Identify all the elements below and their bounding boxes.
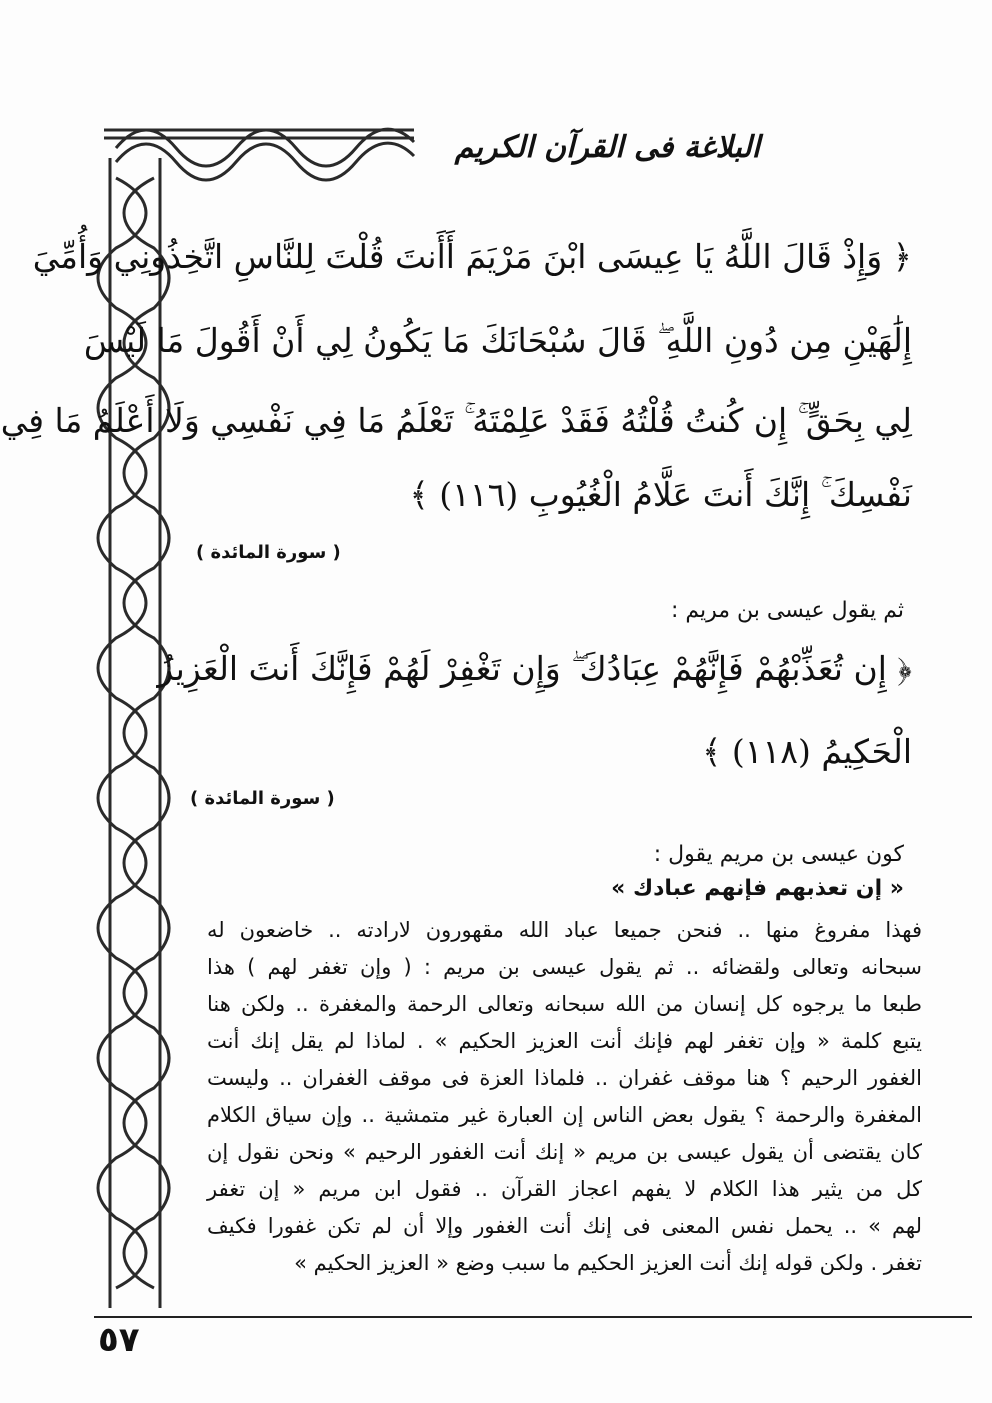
- verse-2-line-1: ﴿ إِن تُعَذِّبْهُمْ فَإِنَّهُمْ عِبَادُكَ ۖ وَإِن تَغْفِرْ لَهُمْ فَإِنَّكَ أَنتَ الْعَزِيزُ: [157, 649, 912, 688]
- paragraph-line: طبعا ما يرجوه كل إنسان من الله سبحانه وتعالى الرحمة والمغفرة .. ولكن هنا: [207, 992, 922, 1016]
- paragraph-line: المغفرة والرحمة ؟ يقول بعض الناس إن العبارة غير متمشية .. وإن سياق الكلام: [207, 1103, 922, 1127]
- running-header: البلاغة فى القرآن الكريم: [454, 130, 760, 165]
- surah-reference-1: ( سورة المائدة ): [196, 542, 341, 563]
- body-quote: « إن تعذبهم فإنهم عبادك »: [611, 876, 904, 901]
- paragraph-line: يتبع كلمة « وإن تغفر لهم فإنك أنت العزيز الحكيم » . لماذا لم يقل إنك أنت: [207, 1029, 922, 1053]
- footer-rule: [94, 1316, 972, 1318]
- verse-2-line-2: الْحَكِيمُ (١١٨) ﴾: [702, 732, 912, 771]
- paragraph-line: كل من يثير هذا الكلام لا يفهم اعجاز القرآن .. فقول ابن مريم « إن تغفر: [207, 1177, 922, 1201]
- paragraph-line: الغفور الرحيم ؟ هنا موقف غفران .. فلماذا العزة فى موقف الغفران .. وليست: [207, 1066, 922, 1090]
- page-number: ٥٧: [98, 1320, 140, 1360]
- verse-1-line-4: نَفْسِكَ ۚ إِنَّكَ أَنتَ عَلَّامُ الْغُيُوبِ (١١٦) ﴾: [409, 475, 912, 514]
- verse-1-line-3: لِي بِحَقٍّ ۚ إِن كُنتُ قُلْتُهُ فَقَدْ عَلِمْتَهُ ۚ تَعْلَمُ مَا فِي نَفْسِي وَلَا أَعْلَمُ مَا فِي: [0, 401, 912, 440]
- verse-1-line-1: ﴿ وَإِذْ قَالَ اللَّهُ يَا عِيسَى ابْنَ مَرْيَمَ أَأَنتَ قُلْتَ لِلنَّاسِ اتَّخِذُونِي وَأُمِّيَ: [32, 237, 912, 276]
- paragraph-line: تغفر . ولكن قوله إنك أنت العزيز الحكيم ما سبب وضع « العزيز الحكيم »: [294, 1251, 922, 1275]
- paragraph-line: فهذا مفروغ منها .. فنحن جميعا عباد الله مقهورون لارادته .. خاضعون له: [207, 918, 922, 942]
- paragraph-line: لهم » .. يحمل نفس المعنى فى إنك أنت الغفور وإلا أن لم تكن غفورا فكيف: [207, 1214, 922, 1238]
- intro-line: ثم يقول عيسى بن مريم :: [670, 598, 904, 623]
- surah-reference-2: ( سورة المائدة ): [190, 788, 335, 809]
- verse-1-line-2: إِلَٰهَيْنِ مِن دُونِ اللَّهِ ۖ قَالَ سُبْحَانَكَ مَا يَكُونُ لِي أَنْ أَقُولَ مَا لَيْسَ: [83, 321, 912, 360]
- body-paragraph: [207, 912, 922, 1282]
- paragraph-line: سبحانه وتعالى ولقضائه .. ثم يقول عيسى بن مريم : ( وإن تغفر لهم ) هذا: [207, 955, 922, 979]
- body-line-1: كون عيسى بن مريم يقول :: [653, 842, 904, 867]
- paragraph-line: كان يقتضى أن يقول عيسى بن مريم « إنك أنت الغفور الرحيم » ونحن نقول إن: [207, 1140, 922, 1164]
